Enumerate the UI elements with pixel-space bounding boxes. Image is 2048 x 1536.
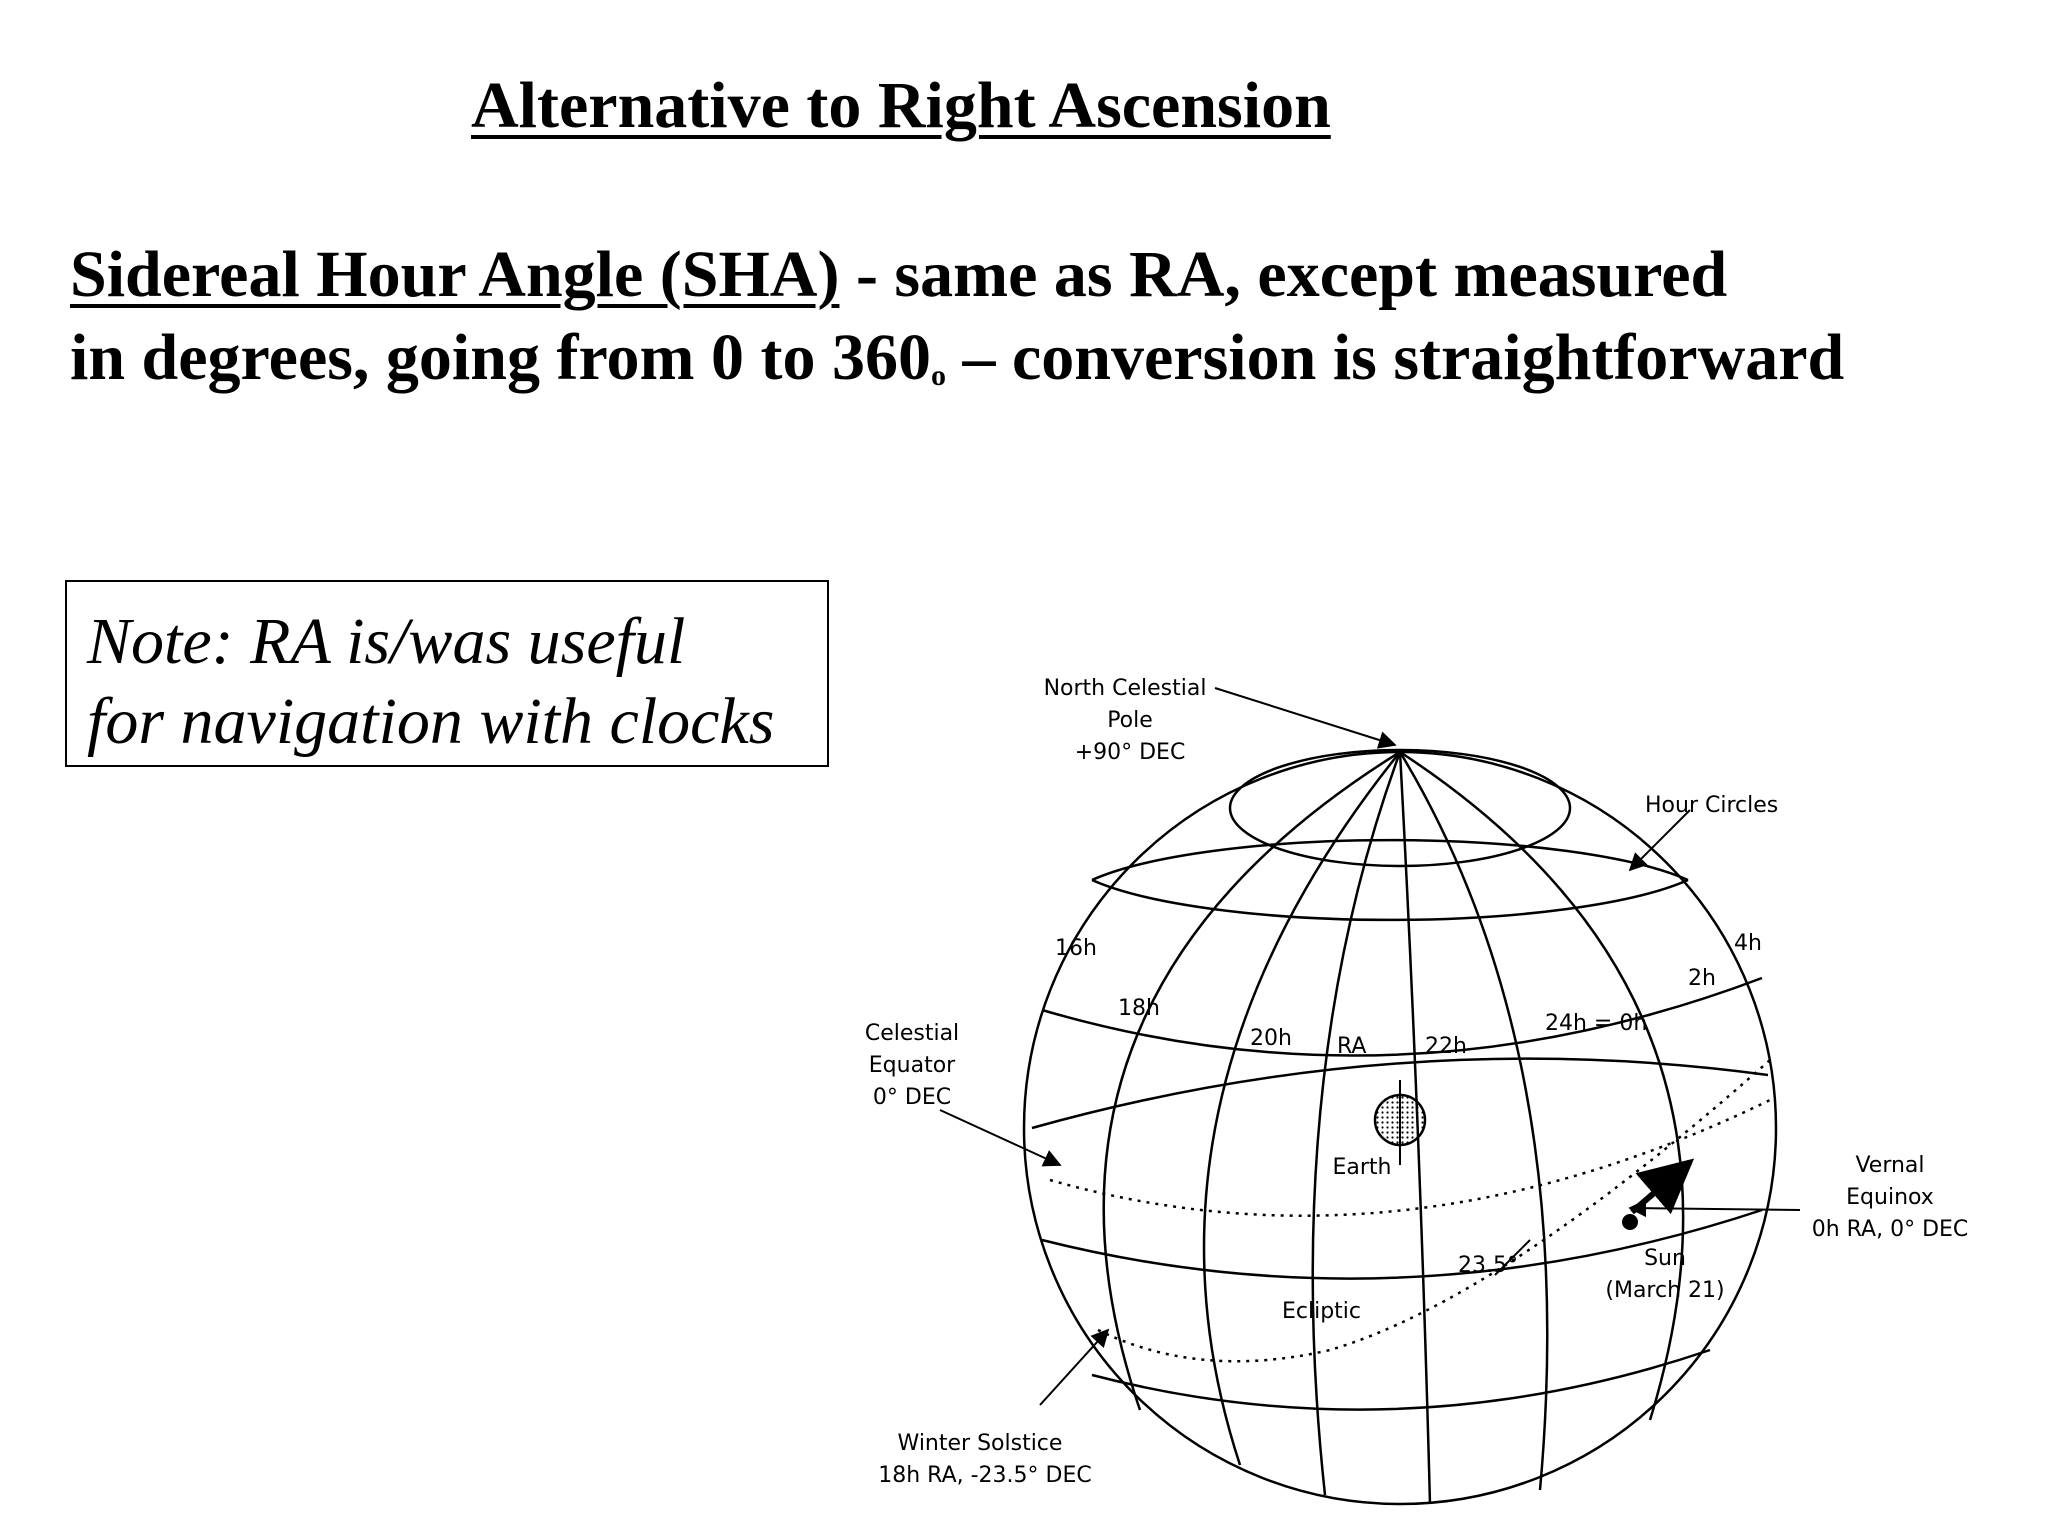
sun-label-2: (March 21)	[1605, 1278, 1725, 1303]
ncp-label-2: Pole	[1107, 708, 1153, 733]
hour-label-20h: 20h	[1250, 1026, 1292, 1051]
definition-text-3: – conversion is straightforward	[946, 321, 1845, 394]
hour-label-4h: 4h	[1734, 931, 1762, 956]
ncp-label-3: +90° DEC	[1074, 740, 1186, 765]
note-line-2: for navigation with clocks	[87, 685, 775, 758]
solstice-label-1: Winter Solstice	[897, 1431, 1063, 1456]
equator-label-3: 0° DEC	[872, 1085, 952, 1110]
earth-globe	[1375, 1095, 1425, 1145]
ncp-label-1: North Celestial	[1043, 676, 1207, 701]
equator-label-2: Equator	[868, 1053, 956, 1078]
ra-label: RA	[1337, 1034, 1367, 1059]
hour-circles-label: Hour Circles	[1645, 793, 1779, 818]
definition-text-1: - same as RA, except measured	[839, 238, 1728, 311]
definition-text-2: in degrees, going from 0 to 360	[70, 321, 931, 394]
slide-title: Alternative to Right Ascension	[471, 69, 1331, 142]
sun-marker	[1622, 1214, 1638, 1230]
sun-label-1: Sun	[1644, 1246, 1686, 1271]
hour-label-16h: 16h	[1055, 936, 1097, 961]
hour-label-24h: 24h = 0h	[1545, 1011, 1648, 1036]
hour-label-18h: 18h	[1118, 996, 1160, 1021]
solstice-label-2: 18h RA, -23.5° DEC	[878, 1463, 1092, 1488]
vernal-label-2: Equinox	[1846, 1185, 1934, 1210]
vernal-label-3: 0h RA, 0° DEC	[1811, 1217, 1969, 1242]
note-line-1: Note: RA is/was useful	[87, 605, 686, 678]
vernal-label-1: Vernal	[1855, 1153, 1925, 1178]
degree-symbol: o	[931, 359, 946, 392]
sha-term: Sidereal Hour Angle (SHA)	[70, 238, 840, 311]
equator-label-1: Celestial	[864, 1021, 960, 1046]
ecliptic-line	[1098, 1060, 1770, 1361]
earth-label: Earth	[1332, 1155, 1392, 1180]
hour-label-2h: 2h	[1688, 966, 1716, 991]
tilt-label: 23.5°	[1458, 1253, 1518, 1278]
hour-label-22h: 22h	[1425, 1034, 1467, 1059]
declination-circles	[1032, 750, 1768, 1410]
ecliptic-label: Ecliptic	[1282, 1299, 1362, 1324]
